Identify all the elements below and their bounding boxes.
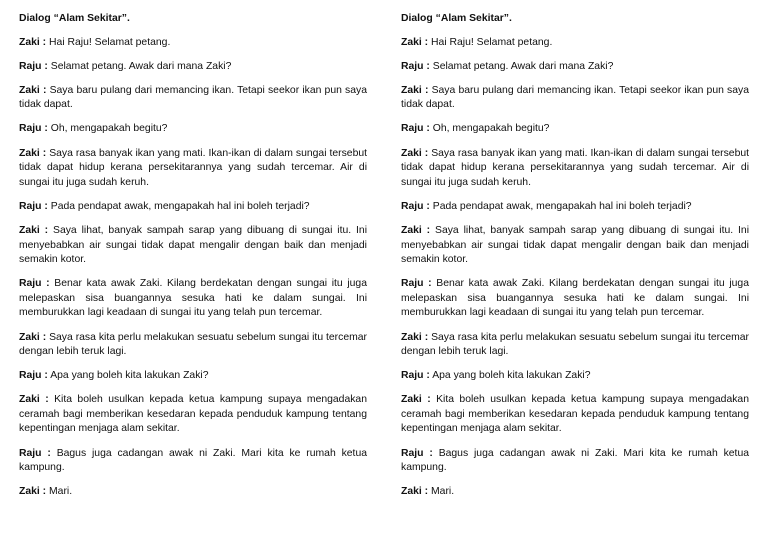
dialog-text: Kita boleh usulkan kepada ketua kampung supaya mengadakan ceramah bagi memberikan kesedaran kepada penduduk kampung tentang kepentingan menjaga alam sekitar. bbox=[19, 394, 367, 435]
dialog-line bbox=[401, 200, 749, 215]
dialog-line bbox=[401, 224, 749, 268]
dialog-line bbox=[19, 122, 367, 137]
dialog-text: Mari. bbox=[431, 486, 455, 498]
dialog-text: Pada pendapat awak, mengapakah hal ini boleh terjadi? bbox=[50, 200, 310, 212]
dialog-line bbox=[19, 331, 367, 360]
dialog-column-right bbox=[401, 12, 749, 509]
speaker-name: Zaki : bbox=[19, 486, 47, 498]
speaker-name: Raju : bbox=[401, 200, 430, 212]
dialog-line bbox=[19, 485, 367, 500]
speaker-name: Raju : bbox=[19, 447, 51, 459]
speaker-name: Zaki : bbox=[19, 147, 47, 159]
dialog-line bbox=[401, 331, 749, 360]
dialog-text: Bagus juga cadangan awak ni Zaki. Mari kita ke rumah ketua kampung. bbox=[19, 447, 367, 474]
dialog-text: Oh, mengapakah begitu? bbox=[432, 123, 550, 135]
dialog-text: Mari. bbox=[49, 486, 73, 498]
dialog-line bbox=[401, 447, 749, 476]
dialog-text: Hai Raju! Selamat petang. bbox=[431, 36, 553, 48]
speaker-name: Zaki : bbox=[19, 331, 47, 343]
speaker-name: Zaki : bbox=[401, 486, 429, 498]
dialog-line bbox=[401, 122, 749, 137]
speaker-name: Zaki : bbox=[19, 84, 47, 96]
speaker-name: Raju : bbox=[401, 123, 430, 135]
dialog-text: Hai Raju! Selamat petang. bbox=[49, 36, 171, 48]
dialog-text: Saya rasa banyak ikan yang mati. Ikan-ikan di dalam sungai tersebut tidak dapat hidup kerana persekitarannya yang sudah tercemar. Air di sungai itu juga sudah keruh. bbox=[19, 147, 368, 188]
speaker-name: Zaki : bbox=[401, 84, 429, 96]
dialog-line bbox=[19, 147, 367, 191]
dialog-text: Oh, mengapakah begitu? bbox=[50, 123, 168, 135]
speaker-name: Zaki : bbox=[401, 36, 429, 48]
dialog-text: Saya rasa kita perlu melakukan sesuatu sebelum sungai itu tercemar dengan lebih teruk lagi. bbox=[19, 331, 368, 358]
dialog-text: Apa yang boleh kita lakukan Zaki? bbox=[50, 370, 209, 382]
dialog-text: Bagus juga cadangan awak ni Zaki. Mari kita ke rumah ketua kampung. bbox=[401, 447, 749, 474]
dialog-line bbox=[19, 447, 367, 476]
dialog-text: Selamat petang. Awak dari mana Zaki? bbox=[432, 60, 614, 72]
dialog-line bbox=[19, 369, 367, 384]
speaker-name: Zaki : bbox=[19, 394, 49, 406]
speaker-name: Raju : bbox=[19, 278, 50, 290]
dialog-line bbox=[19, 84, 367, 113]
dialog-text: Saya baru pulang dari memancing ikan. Tetapi seekor ikan pun saya tidak dapat. bbox=[19, 84, 367, 111]
dialog-line bbox=[19, 36, 367, 51]
speaker-name: Raju : bbox=[19, 370, 48, 382]
dialog-line bbox=[401, 84, 749, 113]
dialog-text: Benar kata awak Zaki. Kilang berdekatan dengan sungai itu juga melepaskan sisa buangannya sesuka hati ke dalam sungai. Ini memburukkan lagi keadaan di sungai itu yang telah pun tercemar. bbox=[401, 278, 749, 319]
dialog-line bbox=[19, 60, 367, 75]
speaker-name: Zaki : bbox=[401, 224, 431, 236]
dialog-text: Selamat petang. Awak dari mana Zaki? bbox=[50, 60, 232, 72]
dialog-line bbox=[401, 369, 749, 384]
dialog-text: Saya baru pulang dari memancing ikan. Tetapi seekor ikan pun saya tidak dapat. bbox=[401, 84, 749, 111]
speaker-name: Raju : bbox=[19, 60, 48, 72]
dialog-line bbox=[401, 277, 749, 321]
speaker-name: Zaki : bbox=[401, 394, 431, 406]
dialog-text: Saya rasa kita perlu melakukan sesuatu sebelum sungai itu tercemar dengan lebih teruk lagi. bbox=[401, 331, 750, 358]
dialog-line bbox=[401, 485, 749, 500]
dialog-line bbox=[19, 393, 367, 437]
speaker-name: Zaki : bbox=[19, 36, 47, 48]
dialog-title: Dialog “Alam Sekitar”. bbox=[19, 13, 130, 24]
speaker-name: Zaki : bbox=[401, 331, 429, 343]
dialog-line bbox=[19, 224, 367, 268]
dialog-line bbox=[401, 393, 749, 437]
dialog-line bbox=[19, 200, 367, 215]
dialog-text: Kita boleh usulkan kepada ketua kampung supaya mengadakan ceramah bagi memberikan kesedaran kepada penduduk kampung tentang kepentingan menjaga alam sekitar. bbox=[401, 394, 749, 435]
dialog-text: Saya lihat, banyak sampah sarap yang dibuang di sungai itu. Ini menyebabkan air sungai tidak dapat mengalir dengan baik dan menjadi semakin kotor. bbox=[19, 224, 367, 266]
speaker-name: Zaki : bbox=[19, 224, 49, 236]
dialog-text: Pada pendapat awak, mengapakah hal ini boleh terjadi? bbox=[432, 200, 692, 212]
dialog-text: Apa yang boleh kita lakukan Zaki? bbox=[432, 370, 591, 382]
dialog-line bbox=[401, 147, 749, 191]
speaker-name: Raju : bbox=[401, 447, 433, 459]
speaker-name: Zaki : bbox=[401, 147, 429, 159]
dialog-title: Dialog “Alam Sekitar”. bbox=[401, 13, 512, 24]
dialog-text: Saya rasa banyak ikan yang mati. Ikan-ikan di dalam sungai tersebut tidak dapat hidup kerana persekitarannya yang sudah tercemar. Air di sungai itu juga sudah keruh. bbox=[401, 147, 750, 188]
dialog-line bbox=[19, 277, 367, 321]
speaker-name: Raju : bbox=[401, 60, 430, 72]
speaker-name: Raju : bbox=[401, 278, 432, 290]
dialog-line bbox=[401, 60, 749, 75]
speaker-name: Raju : bbox=[19, 200, 48, 212]
dialog-column-left bbox=[19, 12, 367, 509]
speaker-name: Raju : bbox=[401, 370, 430, 382]
dialog-text: Saya lihat, banyak sampah sarap yang dibuang di sungai itu. Ini menyebabkan air sungai tidak dapat mengalir dengan baik dan menjadi semakin kotor. bbox=[401, 224, 749, 266]
dialog-text: Benar kata awak Zaki. Kilang berdekatan dengan sungai itu juga melepaskan sisa buangannya sesuka hati ke dalam sungai. Ini memburukkan lagi keadaan di sungai itu yang telah pun tercemar. bbox=[19, 278, 367, 319]
dialog-line bbox=[401, 36, 749, 51]
speaker-name: Raju : bbox=[19, 123, 48, 135]
